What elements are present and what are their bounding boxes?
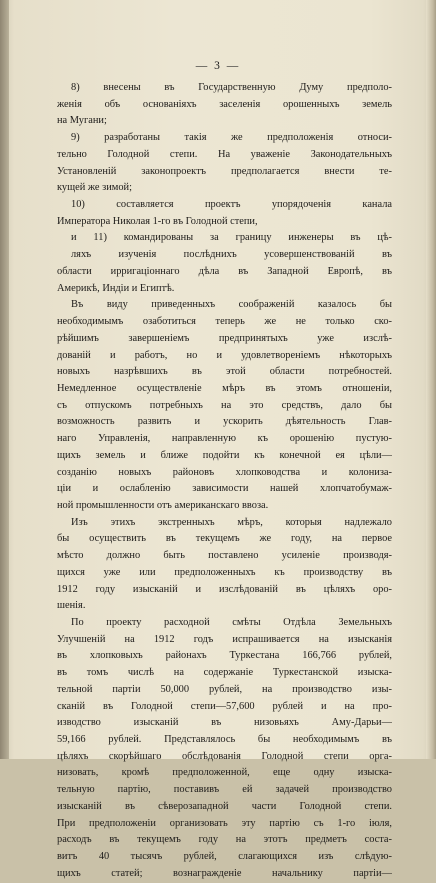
text-line: изысканій въ сѣверозападной части Голодной степи. [57, 800, 392, 812]
text-line: 9) разработаны такія же предположенія относи- [71, 132, 392, 144]
text-line: расходъ въ текущемъ году на этотъ предметъ соста- [57, 834, 392, 846]
text-line: изводство изысканій въ низовьяхъ Аму-Дарьи— [57, 717, 392, 729]
text-line: 59,166 рублей. Представлялось бы необходимымъ въ [57, 734, 392, 746]
text-line: щихъ земель и ближе подойти къ конечной ея цѣли— [57, 449, 392, 461]
text-line: тельной партіи 50,000 рублей, на производство изы- [57, 683, 392, 695]
text-line: ціи и ослабленію зависимости нашей хлопчатобумаж- [57, 483, 392, 495]
book-binding-edge [0, 0, 9, 759]
text-line: низовать, кромѣ предположенной, еще одну изыска- [57, 767, 392, 779]
text-line: въ хлопковыхъ районахъ Туркестана 166,766 рублей, [57, 650, 392, 662]
text-line: новыхъ назрѣвшихъ въ этой области потребностей. [57, 366, 392, 378]
text-line: Немедленное осуществленіе мѣръ въ этомъ отношеніи, [57, 382, 392, 394]
text-line: 10) составляется проектъ упорядоченія канала [71, 199, 392, 211]
text-line: При предположеніи организовать эту партію съ 1-го іюля, [57, 817, 392, 829]
text-line: Улучшеній на 1912 годъ испрашивается на изысканія [57, 633, 392, 645]
text-line: и 11) командированы за границу инженеры въ цѣ- [71, 232, 392, 244]
text-line: шенія. [57, 600, 86, 612]
text-line: необходимымъ озаботиться теперь же не только ско- [57, 316, 392, 328]
text-line: сканій въ Голодной степи—57,600 рублей и на про- [57, 700, 392, 712]
text-line: наго Управленія, направленную къ орошенію пустую- [57, 433, 392, 445]
text-line: на Мугани; [57, 115, 107, 127]
text-line: По проекту расходной смѣты Отдѣла Земельныхъ [71, 617, 392, 628]
text-line: дованій и работъ, но и удовлетвореніемъ нѣкоторыхъ [57, 349, 392, 361]
text-line: Изъ этихъ экстренныхъ мѣръ, которыя надлежало [71, 516, 392, 528]
text-line: бы осуществить въ текущемъ же году, на первое [57, 533, 392, 545]
body-text [57, 80, 392, 883]
page-edge [426, 0, 436, 759]
text-line: ной промышленности отъ американскаго ввоза. [57, 499, 269, 511]
text-line: возможность развить и ускорить дѣятельность Глав- [57, 416, 392, 428]
text-line: щихся уже или предположенныхъ къ производству въ [57, 566, 392, 578]
text-line: цѣляхъ скорѣйшаго обслѣдованія Голодной степи орга- [57, 750, 392, 762]
text-line: тельную партію, поставивъ ей задачей производство [57, 784, 392, 796]
text-line: Императора Николая 1-го въ Голодной степи, [57, 215, 258, 227]
text-line: 8) внесены въ Государственную Думу предполо- [71, 82, 392, 93]
text-line: ляхъ изученія послѣднихъ усовершенствованій въ [71, 249, 392, 261]
text-line: въ томъ числѣ на содержаніе Туркестанской изыска- [57, 667, 392, 679]
text-line: Установленій законопроектъ предполагается внести те- [57, 165, 392, 177]
text-line: области ирригаціоннаго дѣла въ Западной Европѣ, въ [57, 265, 392, 277]
text-line: щихъ статей; вознагражденіе начальнику партіи— [57, 867, 392, 879]
text-line: витъ 40 тысячъ рублей, слагающихся изъ слѣдую- [57, 851, 392, 863]
text-line: тельно Голодной степи. На уваженіе Законодательныхъ [57, 148, 392, 160]
text-line: кущей же зимой; [57, 182, 133, 194]
text-line: Въ виду приведенныхъ соображеній казалось бы [71, 299, 392, 311]
text-line: рѣйшимъ завершеніемъ предпринятыхъ уже изслѣ- [57, 332, 392, 344]
text-line: съ отпускомъ потребныхъ на это средствъ, дало бы [57, 399, 392, 411]
text-line: женія объ основаніяхъ заселенія орошенныхъ земель [57, 98, 392, 110]
text-line: созданію новыхъ районовъ хлопководства и колониза- [57, 466, 392, 478]
text-line: 1912 году изысканій и изслѣдованій въ цѣляхъ оро- [57, 583, 392, 595]
page-number: — 3 — [195, 60, 241, 72]
text-line: мѣсто должно быть поставлено усиленіе производя- [57, 550, 392, 562]
text-line: Америкѣ, Индіи и Египтѣ. [57, 282, 175, 294]
